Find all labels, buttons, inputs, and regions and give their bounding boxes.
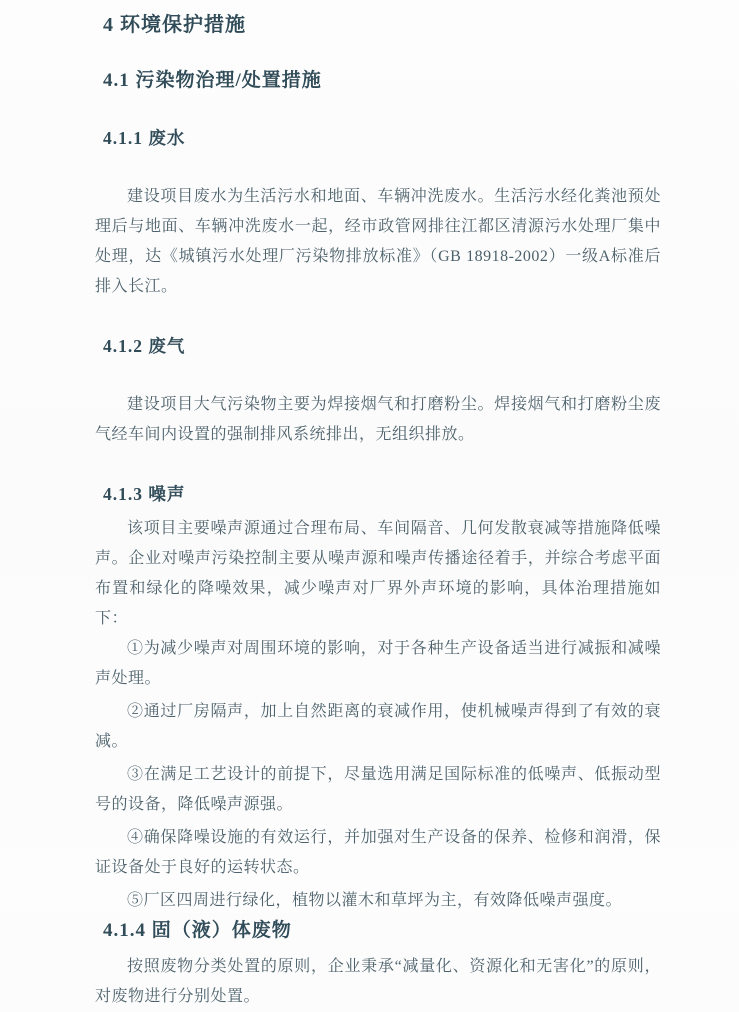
paragraph-wastewater: 建设项目废水为生活污水和地面、车辆冲洗废水。生活污水经化粪池预处理后与地面、车辆冲洗废水一起，经市政管网排往江都区清源污水处理厂集中处理，达《城镇污水处理厂污染物排放标准》（GB 18918-2002）一级A标准后排入长江。: [95, 188, 661, 295]
section-heading: 4.1 污染物治理/处置措施: [103, 70, 322, 91]
noise-measure-item-5: ⑤厂区四周进行绿化，植物以灌木和草坪为主，有效降低噪声强度。: [127, 892, 623, 909]
subsection-noise: [95, 482, 661, 916]
paragraph-noise-intro: 该项目主要噪声源通过合理布局、车间隔音、几何发散衰减等措施降低噪声。企业对噪声污染控制主要从噪声源和噪声传播途径着手，并综合考虑平面布置和绿化的降噪效果，减少噪声对厂界外声环境的影响，具体治理措施如下：: [95, 520, 661, 627]
subsection-heading-wastewater: 4.1.1 废水: [103, 128, 186, 148]
paragraph-solid-waste: 按照废物分类处置的原则，企业秉承“减量化、资源化和无害化”的原则，对废物进行分别处置。: [95, 958, 661, 1005]
subsection-wastewater: [95, 126, 661, 302]
chapter-heading: 4 环境保护措施: [103, 14, 246, 36]
noise-measure-item-2: ②通过厂房隔声，加上自然距离的衰减作用，使机械噪声得到了有效的衰减。: [95, 703, 661, 750]
noise-measure-item-3: ③在满足工艺设计的前提下，尽量选用满足国际标准的低噪声、低振动型号的设备，降低噪声源强。: [95, 766, 661, 813]
subsection-waste-gas: [95, 334, 661, 450]
noise-measure-item-4: ④确保降噪设施的有效运行，并加强对生产设备的保养、检修和润滑，保证设备处于良好的运转状态。: [95, 829, 661, 876]
subsection-heading-waste-gas: 4.1.2 废气: [103, 336, 186, 356]
subsection-heading-solid-waste: 4.1.4 固（液）体废物: [103, 920, 292, 941]
subsection-heading-noise: 4.1.3 噪声: [103, 484, 186, 504]
noise-measure-item-1: ①为减少噪声对周围环境的影响，对于各种生产设备适当进行减振和减噪声处理。: [95, 640, 661, 687]
paragraph-waste-gas: 建设项目大气污染物主要为焊接烟气和打磨粉尘。焊接烟气和打磨粉尘废气经车间内设置的强制排风系统排出，无组织排放。: [95, 396, 661, 443]
subsection-solid-waste: [95, 919, 661, 1012]
